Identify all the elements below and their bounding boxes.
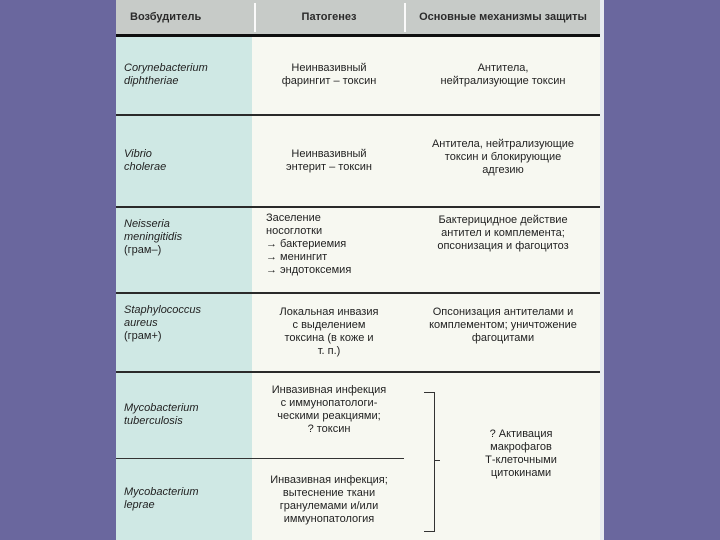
mycobacterium-separator	[116, 458, 404, 459]
row-6-pathogenesis: Инвазивная инфекция; вытеснение ткани гранулемами и/или иммунопатология	[270, 474, 388, 525]
row-2-defense: Антитела, нейтрализующие токсин и блокирующие адгезию	[431, 138, 575, 176]
row-1-pathogenesis: Неинвазивный фарингит – токсин	[281, 62, 377, 87]
header-defense: Основные механизмы защиты	[419, 11, 587, 23]
row-separator	[116, 371, 600, 373]
row-separator	[116, 292, 600, 294]
shared-defense: ? Активация макрофагов Т-клеточными цитокинами	[485, 428, 557, 479]
row-5-pathogen: Mycobacterium tuberculosis	[124, 402, 199, 427]
header-pathogen: Возбудитель	[130, 11, 202, 23]
row-3-defense: Бактерицидное действие антител и комплемента; опсонизация и фагоцитоз	[437, 214, 569, 252]
row-6-pathogen: Mycobacterium leprae	[124, 486, 199, 511]
row-4-defense: Опсонизация антителами и комплементом; уничтожение фагоцитами	[429, 306, 577, 344]
page-edge	[600, 0, 604, 540]
header-pathogenesis: Патогенез	[301, 11, 357, 23]
row-separator	[116, 206, 600, 208]
row-1-defense: Антитела, нейтрализующие токсин	[440, 62, 566, 87]
row-3-pathogenesis: Заселение носоглотки → бактериемия → менингит → эндотоксемия	[266, 212, 352, 276]
grouping-bracket-tick	[434, 460, 440, 461]
row-5-pathogenesis: Инвазивная инфекция с иммунопатологи- ческими реакциями; ? токсин	[271, 384, 387, 435]
row-4-pathogenesis: Локальная инвазия с выделением токсина (в коже и т. п.)	[279, 306, 379, 357]
row-4-pathogen: Staphylococcus aureus (грам+)	[124, 304, 202, 342]
grouping-bracket	[424, 392, 435, 532]
row-2-pathogenesis: Неинвазивный энтерит – токсин	[286, 148, 372, 173]
row-2-pathogen: Vibrio cholerae	[124, 148, 167, 173]
table-header	[116, 0, 600, 37]
table-image	[116, 0, 604, 540]
row-1-pathogen: Corynebacterium diphtheriae	[124, 62, 208, 87]
row-separator	[116, 114, 600, 116]
row-3-pathogen: Neisseria meningitidis (грам–)	[124, 218, 183, 256]
